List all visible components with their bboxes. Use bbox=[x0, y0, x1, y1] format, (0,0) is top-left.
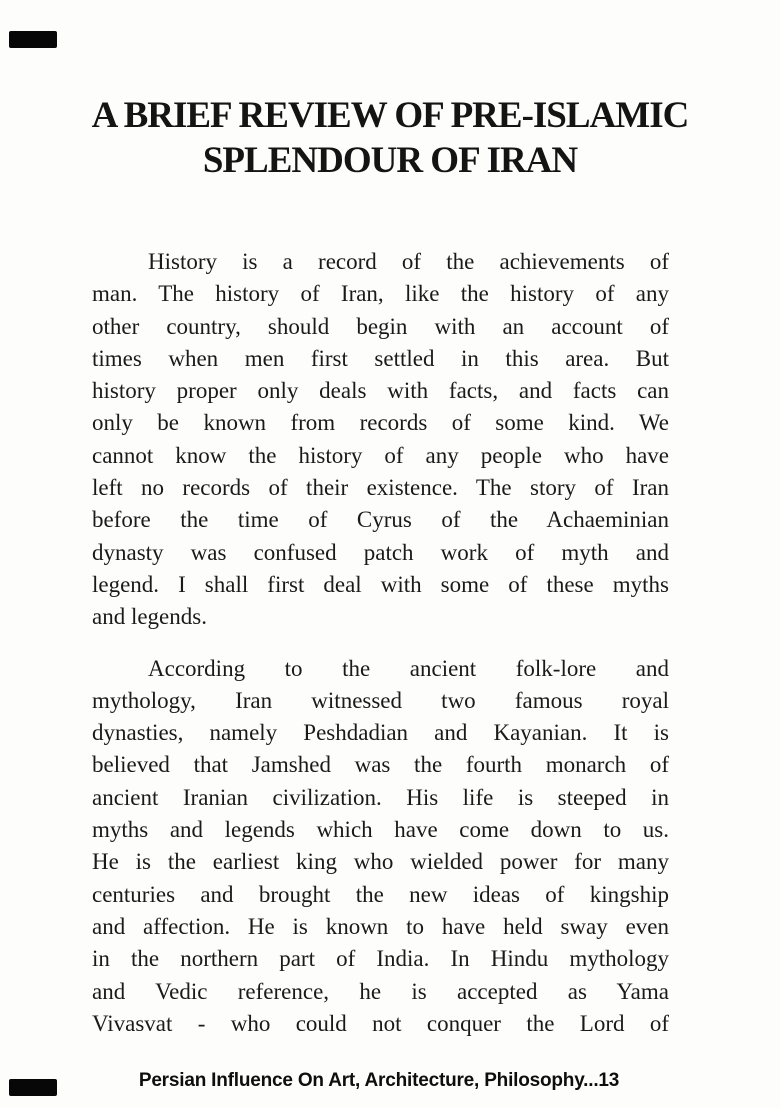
body-text bbox=[92, 246, 669, 1040]
text-line: mythology, Iran witnessed two famous royal bbox=[92, 687, 669, 713]
text-line: dynasty was confused patch work of myth and bbox=[92, 539, 669, 565]
text-line: believed that Jamshed was the fourth monarch of bbox=[92, 752, 669, 778]
paragraph-2 bbox=[92, 653, 669, 1041]
text-line: ancient Iranian civilization. His life is steeped in bbox=[92, 784, 669, 810]
chapter-title bbox=[0, 93, 780, 183]
text-line: only be known from records of some kind. We bbox=[92, 410, 669, 436]
text-line: dynasties, namely Peshdadian and Kayanian. It is bbox=[92, 720, 669, 746]
text-line: history proper only deals with facts, and facts can bbox=[92, 378, 669, 404]
text-line: in the northern part of India. In Hindu mythology bbox=[92, 946, 669, 972]
text-line: centuries and brought the new ideas of kingship bbox=[92, 881, 669, 907]
text-line: times when men first settled in this area. But bbox=[92, 345, 669, 371]
text-line: and Vedic reference, he is accepted as Yama bbox=[92, 978, 669, 1004]
text-line: legend. I shall first deal with some of these myths bbox=[92, 571, 669, 597]
text-line: and legends. bbox=[92, 604, 207, 630]
text-line: Vivasvat - who could not conquer the Lord of bbox=[92, 1010, 669, 1036]
text-line: cannot know the history of any people who have bbox=[92, 442, 669, 468]
text-line: before the time of Cyrus of the Achaeminian bbox=[92, 507, 669, 533]
chapter-title-line-2: SPLENDOUR OF IRAN bbox=[202, 140, 578, 181]
scan-artifact-bar-bottom bbox=[9, 1079, 57, 1096]
text-line: man. The history of Iran, like the history of any bbox=[92, 281, 669, 307]
text-line: According to the ancient folk-lore and bbox=[148, 655, 669, 681]
chapter-title-line-1: A BRIEF REVIEW OF PRE-ISLAMIC bbox=[91, 95, 689, 136]
scan-artifact-bar-top bbox=[9, 31, 57, 48]
running-footer: Persian Influence On Art, Architecture, Philosophy...13 bbox=[138, 1070, 620, 1091]
paragraph-1 bbox=[92, 246, 669, 634]
text-line: other country, should begin with an account of bbox=[92, 313, 669, 339]
text-line: left no records of their existence. The story of Iran bbox=[92, 475, 669, 501]
text-line: He is the earliest king who wielded power for many bbox=[92, 849, 669, 875]
text-line: and affection. He is known to have held sway even bbox=[92, 913, 669, 939]
text-line: History is a record of the achievements of bbox=[148, 249, 669, 274]
text-line: myths and legends which have come down to us. bbox=[92, 817, 669, 843]
